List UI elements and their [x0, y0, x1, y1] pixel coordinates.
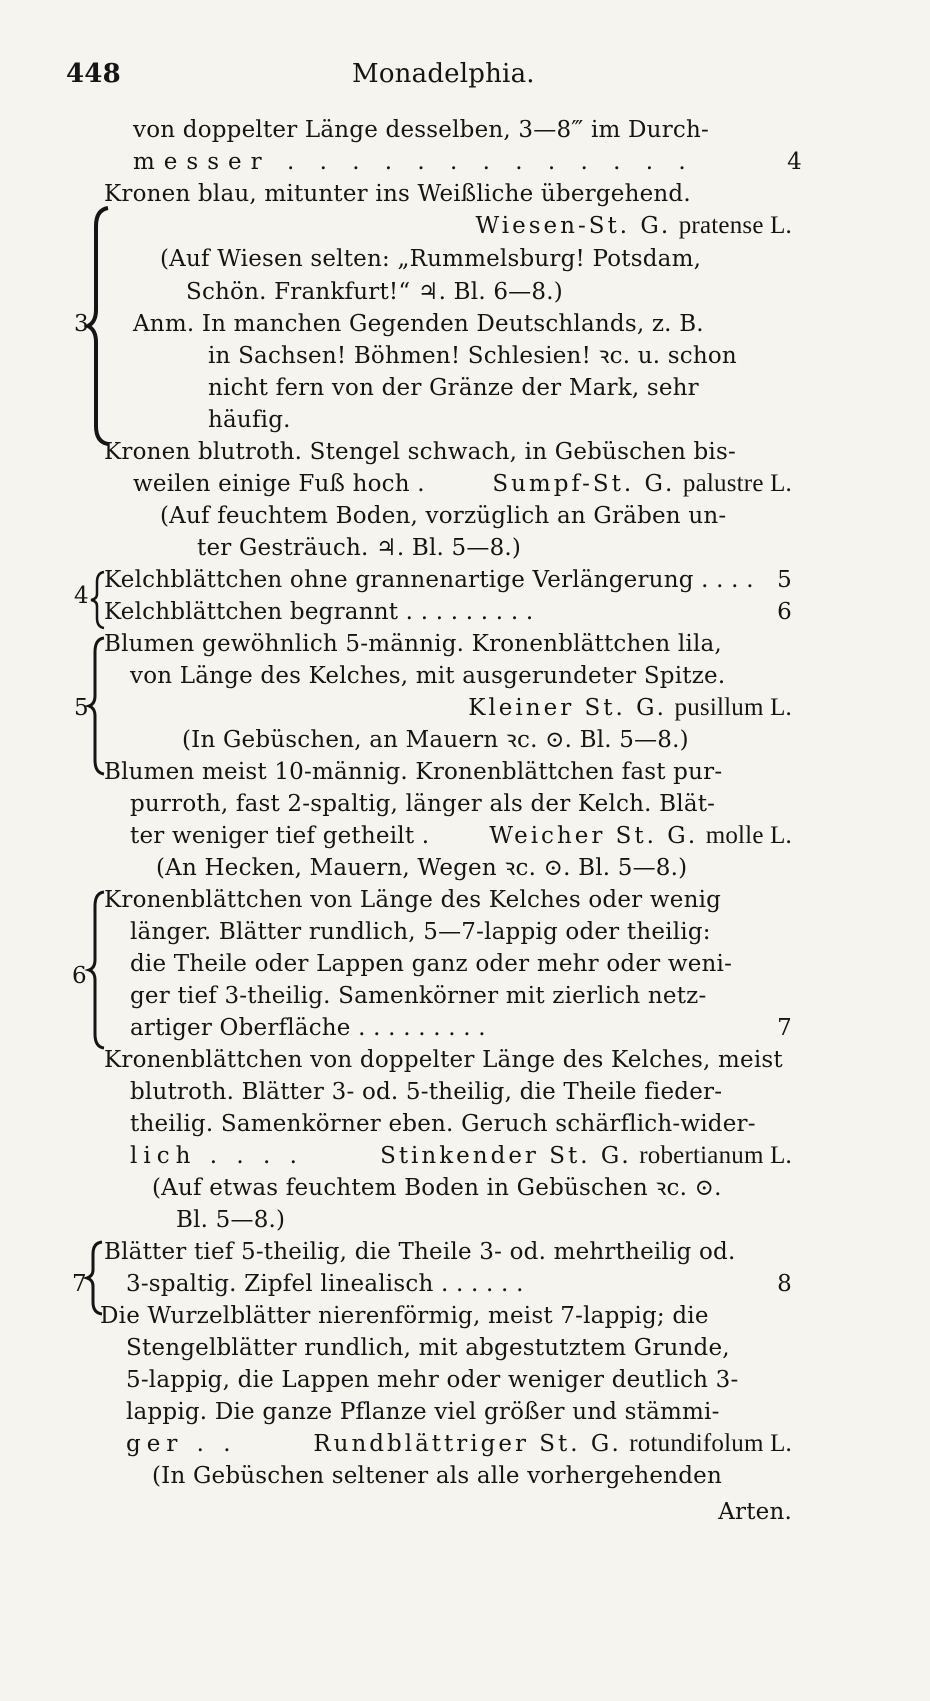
text-line: ter weniger tief getheilt . — [130, 823, 430, 849]
text-line: theilig. Samenkörner eben. Geruch schärflich-wider- — [130, 1111, 756, 1137]
text-line: Blumen meist 10-männig. Kronenblättchen fast pur- — [104, 759, 723, 785]
brace-4 — [88, 570, 108, 630]
text-line: (In Gebüschen seltener als alle vorhergehenden — [152, 1463, 722, 1489]
page-number: 448 — [66, 59, 121, 89]
couplet-number: 5 — [74, 695, 89, 721]
text-line: ger tief 3-theilig. Samenkörner mit zierlich netz- — [130, 983, 707, 1009]
text-line: von doppelter Länge desselben, 3—8‴ im Durch- — [133, 117, 709, 143]
german-name: Rundblättriger St. G. — [313, 1431, 622, 1457]
text-line: weilen einige Fuß hoch . — [133, 471, 425, 497]
brace-6 — [86, 890, 108, 1050]
text-line: Blätter tief 5-theilig, die Theile 3- od. mehrtheilig od. — [104, 1239, 736, 1265]
text-line: ter Gesträuch. ♃. Bl. 5—8.) — [197, 535, 522, 561]
couplet-number: 3 — [74, 311, 89, 337]
text-line: (Auf Wiesen selten: „Rummelsburg! Potsdam, — [160, 246, 702, 272]
text-line: Stengelblätter rundlich, mit abgestutztem Grunde, — [126, 1335, 730, 1361]
latin-name: palustre L. — [682, 470, 792, 497]
latin-name: pratense L. — [678, 212, 792, 239]
species-entry — [313, 1428, 792, 1460]
text-line: Kelchblättchen ohne grannenartige Verlängerung . . . . — [104, 567, 754, 593]
couplet-number: 7 — [72, 1271, 87, 1297]
text-line: (Auf etwas feuchtem Boden in Gebüschen ꝛc. ⊙. — [152, 1175, 722, 1201]
species-entry — [476, 210, 792, 242]
latin-name: robertianum L. — [639, 1142, 792, 1169]
brace-3 — [84, 206, 114, 446]
text-line: in Sachsen! Böhmen! Schlesien! ꝛc. u. schon — [208, 343, 737, 369]
text-line: nicht fern von der Gränze der Mark, sehr — [208, 375, 699, 401]
lead-number: 7 — [777, 1015, 792, 1041]
couplet-number: 6 — [72, 963, 87, 989]
lead-number: 8 — [777, 1271, 792, 1297]
text-line: Kronenblättchen von doppelter Länge des Kelches, meist — [104, 1047, 783, 1073]
text-line: purroth, fast 2-spaltig, länger als der Kelch. Blät- — [130, 791, 716, 817]
text-line: Kelchblättchen begrannt . . . . . . . . . — [104, 599, 534, 625]
text-line: ger . . — [126, 1431, 237, 1457]
german-name: Sumpf-St. G. — [492, 471, 676, 497]
species-entry — [468, 692, 792, 724]
text-line: von Länge des Kelches, mit ausgerundeter Spitze. — [130, 663, 726, 689]
text-line: Kronen blutroth. Stengel schwach, in Gebüschen bis- — [104, 439, 736, 465]
text-line: artiger Oberfläche . . . . . . . . . — [130, 1015, 486, 1041]
text-line: 5-lappig, die Lappen mehr oder weniger deutlich 3- — [126, 1367, 739, 1393]
text-line: die Theile oder Lappen ganz oder mehr oder weni- — [130, 951, 733, 977]
brace-7 — [84, 1240, 106, 1316]
species-entry — [380, 1140, 792, 1172]
running-title: Monadelphia. — [352, 59, 535, 89]
text-line: Anm. In manchen Gegenden Deutschlands, z. B. — [133, 311, 704, 337]
text-line: (An Hecken, Mauern, Wegen ꝛc. ⊙. Bl. 5—8.) — [156, 855, 688, 881]
german-name: Weicher St. G. — [489, 823, 699, 849]
text-line: lappig. Die ganze Pflanze viel größer und stämmi- — [126, 1399, 720, 1425]
text-line: länger. Blätter rundlich, 5—7-lappig oder theilig: — [130, 919, 711, 945]
text-line: Arten. — [718, 1499, 792, 1525]
text-line: (In Gebüschen, an Mauern ꝛc. ⊙. Bl. 5—8.) — [182, 727, 689, 753]
text-line: häufig. — [208, 407, 291, 433]
text-line: Schön. Frankfurt!“ ♃. Bl. 6—8.) — [186, 279, 563, 305]
latin-name: rotundifolum L. — [629, 1430, 792, 1457]
text-line: 3-spaltig. Zipfel linealisch . . . . . . — [126, 1271, 524, 1297]
text-line: blutroth. Blätter 3- od. 5-theilig, die Theile fieder- — [130, 1079, 723, 1105]
lead-number: 4 — [787, 149, 802, 175]
latin-name: molle L. — [705, 822, 792, 849]
couplet-number: 4 — [74, 583, 89, 609]
species-entry — [489, 820, 792, 852]
text-line: messer . . . . . . . . . . . . . — [133, 149, 695, 175]
lead-number: 6 — [777, 599, 792, 625]
text-line: (Auf feuchtem Boden, vorzüglich an Gräben un- — [160, 503, 727, 529]
latin-name: pusillum L. — [674, 694, 792, 721]
german-name: Kleiner St. G. — [468, 695, 667, 721]
text-line: Kronen blau, mitunter ins Weißliche übergehend. — [104, 181, 691, 207]
text-line: Bl. 5—8.) — [176, 1207, 286, 1233]
brace-5 — [86, 636, 108, 776]
text-line: lich . . . . — [130, 1143, 303, 1169]
species-entry — [492, 468, 792, 500]
text-line: Die Wurzelblätter nierenförmig, meist 7-lappig; die — [100, 1303, 709, 1329]
lead-number: 5 — [777, 567, 792, 593]
text-line: Blumen gewöhnlich 5-männig. Kronenblättchen lila, — [104, 631, 722, 657]
german-name: Stinkender St. G. — [380, 1143, 632, 1169]
text-line: Kronenblättchen von Länge des Kelches oder wenig — [104, 887, 722, 913]
german-name: Wiesen-St. G. — [475, 213, 672, 239]
